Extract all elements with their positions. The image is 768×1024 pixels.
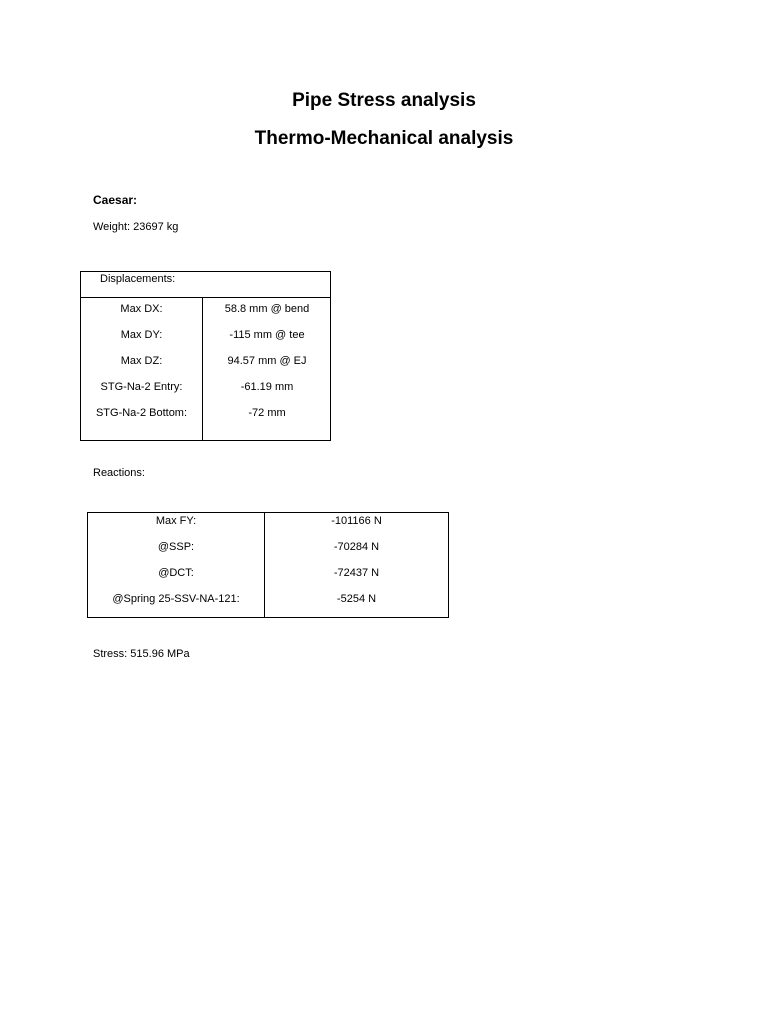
row-label: @DCT: xyxy=(158,567,194,579)
row-label: @SSP: xyxy=(157,541,195,553)
row-label: Max DZ: xyxy=(120,355,163,367)
row-label: Max DY: xyxy=(120,329,163,341)
reactions-label: Reactions: xyxy=(93,467,145,479)
row-value: -61.19 mm xyxy=(240,381,294,393)
page-subtitle: Thermo-Mechanical analysis xyxy=(254,128,514,149)
row-value: -115 mm @ tee xyxy=(229,329,305,341)
displacements-table xyxy=(80,271,331,441)
row-label: STG-Na-2 Entry: xyxy=(100,381,183,393)
table-row xyxy=(81,324,330,350)
row-value: 58.8 mm @ bend xyxy=(224,303,310,315)
row-value: 94.57 mm @ EJ xyxy=(227,355,307,367)
table-row xyxy=(81,298,330,324)
displacements-header xyxy=(81,272,330,298)
row-label: @Spring 25-SSV-NA-121: xyxy=(112,593,240,605)
row-value: -72 mm xyxy=(248,407,286,419)
reactions-table xyxy=(87,512,449,618)
displacements-header-label: Displacements: xyxy=(100,273,176,285)
stress-text: Stress: 515.96 MPa xyxy=(93,648,190,660)
row-label: Max FY: xyxy=(155,515,197,527)
row-value: -101166 N xyxy=(331,515,382,527)
table-row xyxy=(88,541,448,567)
page-title: Pipe Stress analysis xyxy=(292,90,476,111)
row-value: -72437 N xyxy=(333,567,380,579)
table-row xyxy=(88,567,448,593)
table-row xyxy=(81,402,330,428)
row-label: STG-Na-2 Bottom: xyxy=(95,407,188,419)
row-value: -5254 N xyxy=(336,593,377,605)
row-value: -70284 N xyxy=(333,541,380,553)
table-row xyxy=(81,350,330,376)
row-label: Max DX: xyxy=(120,303,163,315)
caesar-label: Caesar: xyxy=(93,193,138,207)
table-row xyxy=(88,593,448,619)
weight-text: Weight: 23697 kg xyxy=(93,221,179,233)
table-row xyxy=(88,515,448,541)
table-row xyxy=(81,376,330,402)
